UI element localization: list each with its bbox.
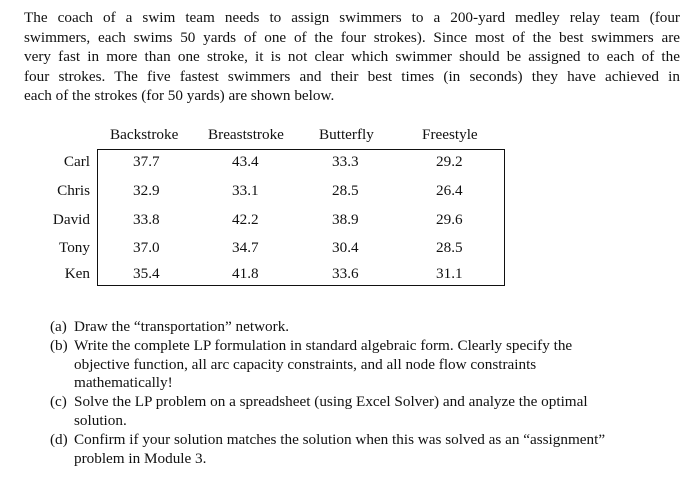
table-cell: 42.2 [232,211,259,228]
question-label: (a) [50,318,67,335]
question-text-line: problem in Module 3. [74,449,207,467]
question-label: (b) [50,336,68,354]
table-cell: 32.9 [133,182,160,199]
question-text-line: Solve the LP problem on a spreadsheet (using Excel Solver) and analyze the optimal [74,393,588,411]
table-cell: 37.0 [133,239,160,256]
table-cell: 28.5 [332,182,359,199]
question-text [74,337,670,393]
table-cell: 43.4 [232,153,259,170]
question-text-line: solution. [74,411,127,429]
table-cell: 35.4 [133,265,160,282]
question-text [74,393,670,431]
problem-statement-line: The coach of a swim team needs to assign swimmers to a 200-yard medley relay team (four [24,9,680,26]
problem-statement-line: very fast in more than one stroke, it is not clear which swimmer should be assigned to each of the [24,48,680,66]
table-cell: 30.4 [332,239,359,256]
table-cell: 34.7 [232,239,259,256]
table-cell: 33.3 [332,153,359,170]
table-cell: 26.4 [436,182,463,199]
problem-statement-line: four strokes. The five fastest swimmers and their best times (in seconds) they have achieved in [24,67,680,85]
problem-statement-line: each of the strokes (for 50 yards) are shown below. [24,87,335,105]
row-label-swimmer: Chris [57,182,90,199]
table-cell: 38.9 [332,211,359,228]
table-cell: 31.1 [436,265,463,282]
question-text [74,318,670,337]
question-text-line: objective function, all arc capacity constraints, and all node flow constraints [74,355,537,373]
row-label-swimmer: Tony [59,239,90,256]
question-label: (d) [50,430,68,448]
question-list [50,318,670,468]
row-label-swimmer: David [52,211,90,228]
table-cell: 33.1 [232,182,259,199]
row-label-swimmer: Carl [63,153,90,170]
column-header-butterfly: Butterfly [319,126,374,143]
question-item [50,337,670,393]
table-cell: 29.2 [436,153,463,170]
question-item [50,431,670,469]
table-cell: 33.6 [332,265,359,282]
question-text-line: Draw the “transportation” network. [74,318,290,335]
table-cell: 29.6 [436,211,463,228]
question-text-line: Confirm if your solution matches the solution when this was solved as an “assignment” [74,430,606,448]
question-item [50,318,670,337]
column-header-backstroke: Backstroke [110,126,179,143]
problem-statement [24,8,680,106]
table-cell: 41.8 [232,265,259,282]
table-cell: 28.5 [436,239,463,256]
question-label: (c) [50,393,67,411]
column-header-freestyle: Freestyle [422,126,478,143]
row-label-swimmer: Ken [64,265,90,282]
problem-statement-line: swimmers, each swims 50 yards of one of the four strokes). Since most of the best swimmers are [24,28,680,46]
column-header-breaststroke: Breaststroke [208,126,284,143]
question-text-line: Write the complete LP formulation in standard algebraic form. Clearly specify the [74,336,573,354]
question-text [74,431,670,469]
table-cell: 37.7 [133,153,160,170]
question-item [50,393,670,431]
table-cell: 33.8 [133,211,160,228]
question-text-line: mathematically! [74,374,173,392]
